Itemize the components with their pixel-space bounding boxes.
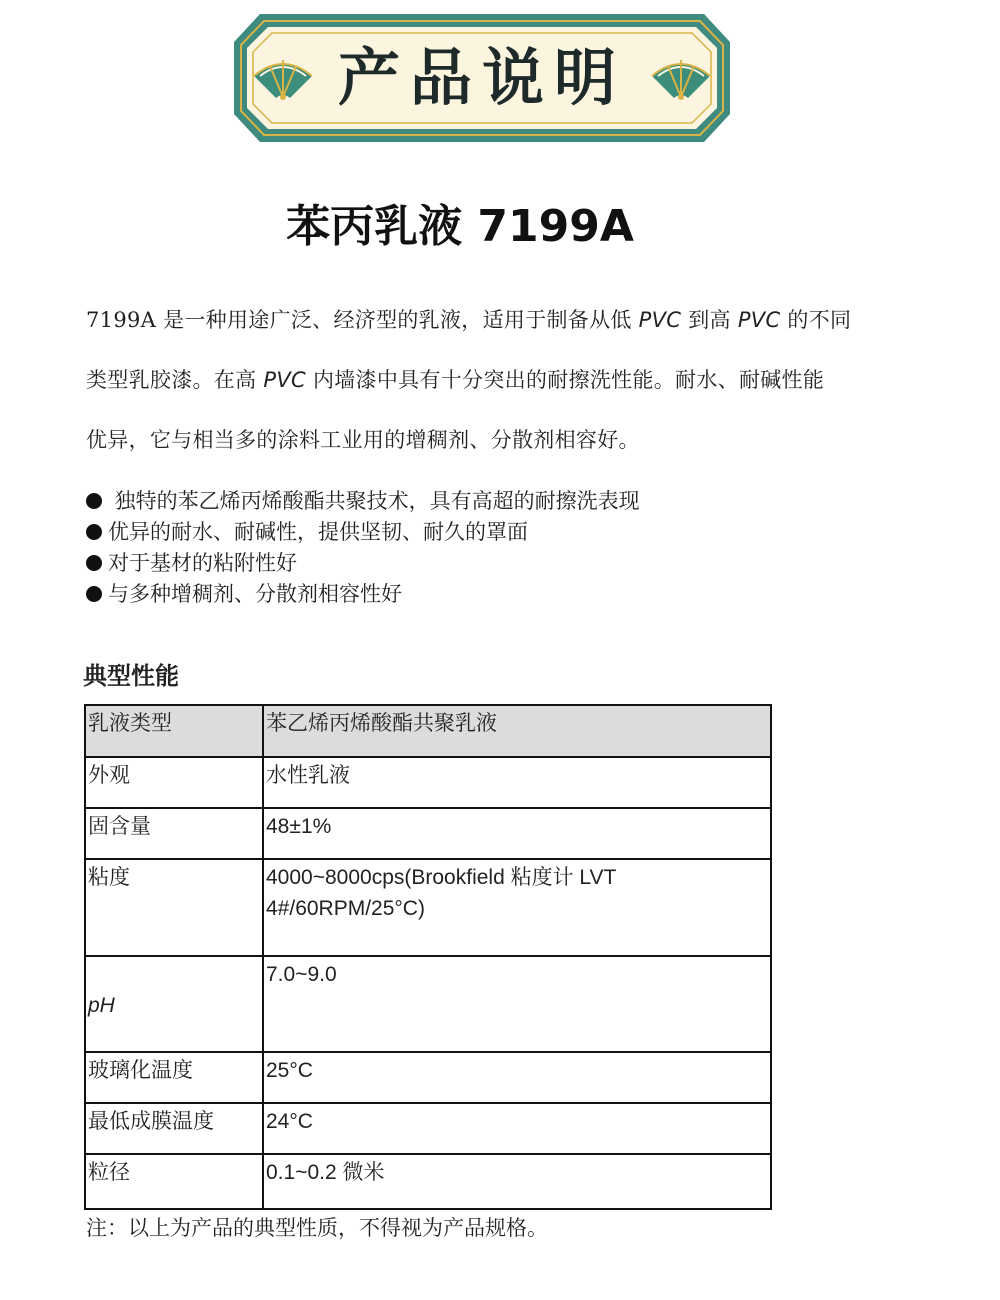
feature-text: 独特的苯乙烯丙烯酸酯共聚技术，具有高超的耐擦洗表现 — [108, 489, 640, 513]
spec-key: 粘度 — [85, 859, 263, 956]
spec-table — [84, 704, 772, 1210]
spec-value: 苯乙烯丙烯酸酯共聚乳液 — [263, 705, 771, 757]
pvc-term: PVC — [737, 308, 781, 332]
feature-list — [86, 486, 640, 610]
spec-key: 固含量 — [85, 808, 263, 859]
pvc-term: PVC — [263, 368, 306, 392]
spec-value: 24°C — [263, 1103, 771, 1154]
spec-key: 最低成膜温度 — [85, 1103, 263, 1154]
bullet-icon — [86, 524, 102, 540]
spec-key: 粒径 — [85, 1154, 263, 1209]
bullet-icon — [86, 555, 102, 571]
feature-text: 与多种增稠剂、分散剂相容性好 — [108, 582, 402, 606]
intro-text: 到高 — [681, 308, 738, 332]
table-row — [85, 808, 771, 859]
table-row — [85, 859, 771, 956]
intro-text: 类型乳胶漆。在高 — [86, 368, 264, 392]
header-banner — [232, 12, 732, 144]
table-row — [85, 1103, 771, 1154]
bullet-icon — [86, 586, 102, 602]
footnote: 注：以上为产品的典型性质，不得视为产品规格。 — [86, 1216, 548, 1240]
banner-title: 产品说明 — [337, 41, 626, 114]
feature-item — [86, 579, 640, 610]
intro-line-2 — [86, 350, 922, 410]
spec-value-line: 4000~8000cps(Brookfield 粘度计 LVT — [266, 866, 617, 889]
intro-paragraph — [86, 290, 922, 470]
intro-text: 7199A 是一种用途广泛、经济型的乳液，适用于制备从低 — [86, 308, 639, 332]
section-heading: 典型性能 — [83, 662, 179, 690]
feature-text: 对于基材的粘附性好 — [108, 551, 297, 575]
table-row — [85, 1052, 771, 1103]
bullet-icon — [86, 493, 102, 509]
spec-key: 乳液类型 — [85, 705, 263, 757]
spec-value: 水性乳液 — [263, 757, 771, 808]
feature-item — [86, 486, 640, 517]
spec-value: 25°C — [263, 1052, 771, 1103]
table-row — [85, 1154, 771, 1209]
pvc-term: PVC — [638, 308, 682, 332]
table-row — [85, 757, 771, 808]
intro-line-3: 优异，它与相当多的涂料工业用的增稠剂、分散剂相容好。 — [86, 428, 640, 452]
table-row — [85, 956, 771, 1052]
spec-key: 外观 — [85, 757, 263, 808]
table-row — [85, 705, 771, 757]
intro-text: 内墙漆中具有十分突出的耐擦洗性能。耐水、耐碱性能 — [305, 368, 825, 392]
spec-value: 0.1~0.2 微米 — [263, 1154, 771, 1209]
feature-text: 优异的耐水、耐碱性，提供坚韧、耐久的罩面 — [108, 520, 528, 544]
spec-value — [263, 859, 771, 956]
feature-item — [86, 548, 640, 579]
spec-value-line: 4#/60RPM/25°C) — [266, 897, 425, 920]
spec-key: 玻璃化温度 — [85, 1052, 263, 1103]
spec-value: 48±1% — [263, 808, 771, 859]
intro-line-1 — [86, 290, 922, 350]
feature-item — [86, 517, 640, 548]
intro-text: 的不同 — [780, 308, 852, 332]
spec-value: 7.0~9.0 — [263, 956, 771, 1052]
spec-key: pH — [85, 956, 263, 1052]
product-title: 苯丙乳液 7199A — [286, 201, 634, 252]
